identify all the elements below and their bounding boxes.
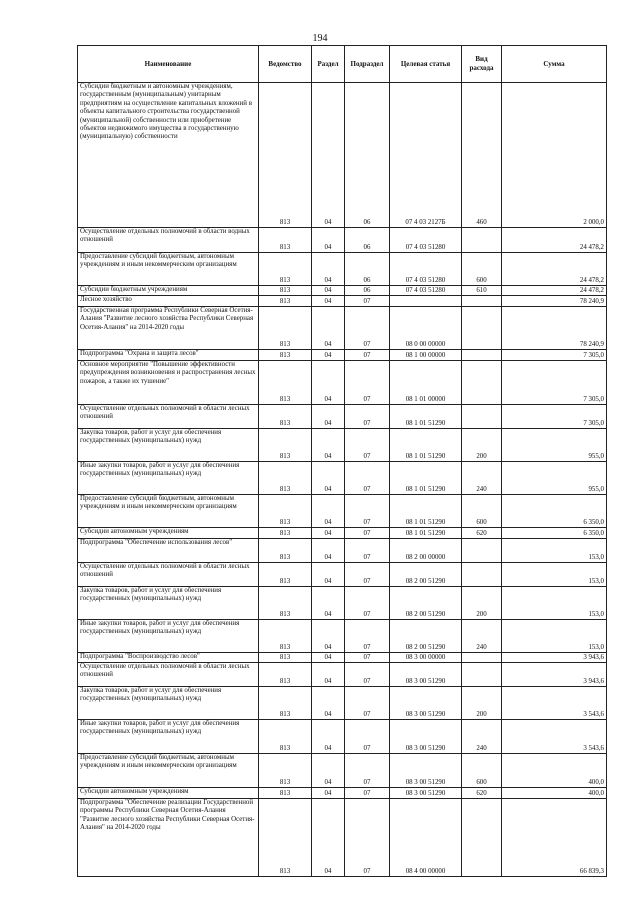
header-section: Раздел (312, 46, 345, 83)
cell-article: 08 1 00 00000 (390, 350, 462, 361)
cell-subsection: 07 (345, 620, 390, 653)
cell-section: 04 (312, 228, 345, 253)
header-article: Целевая статья (390, 46, 462, 83)
cell-sum: 6 350,0 (502, 528, 607, 539)
cell-name: Осуществление отдельных полномочий в области лесных отношений (78, 563, 259, 587)
cell-subsection: 07 (345, 587, 390, 620)
cell-article: 07 4 03 51280 (390, 286, 462, 296)
cell-sum: 6 350,0 (502, 495, 607, 528)
cell-sum: 153,0 (502, 620, 607, 653)
cell-subsection: 07 (345, 405, 390, 429)
cell-dept: 813 (259, 799, 312, 877)
cell-dept: 813 (259, 286, 312, 296)
cell-sum: 7 305,0 (502, 350, 607, 361)
cell-article: 08 1 01 51290 (390, 462, 462, 495)
table-row (78, 587, 607, 620)
cell-section: 04 (312, 653, 345, 663)
cell-section: 04 (312, 286, 345, 296)
cell-exptype: 200 (462, 687, 502, 720)
cell-exptype (462, 228, 502, 253)
cell-dept: 813 (259, 361, 312, 405)
cell-name: Иные закупки товаров, работ и услуг для обеспечения государственных (муниципальных) нужд (78, 462, 259, 495)
cell-article: 08 3 00 51290 (390, 754, 462, 788)
cell-article: 08 1 01 51290 (390, 528, 462, 539)
cell-exptype: 240 (462, 720, 502, 754)
cell-exptype: 240 (462, 462, 502, 495)
cell-section: 04 (312, 361, 345, 405)
table-row (78, 462, 607, 495)
cell-subsection: 07 (345, 429, 390, 462)
cell-name: Осуществление отдельных полномочий в области лесных отношений (78, 405, 259, 429)
cell-subsection: 06 (345, 286, 390, 296)
cell-sum: 955,0 (502, 462, 607, 495)
cell-section: 04 (312, 495, 345, 528)
cell-section: 04 (312, 587, 345, 620)
cell-article: 07 4 03 51280 (390, 228, 462, 253)
cell-subsection: 06 (345, 83, 390, 228)
cell-dept: 813 (259, 83, 312, 228)
cell-name: Основное мероприятие "Повышение эффективности предупреждения возникновения и распространения лесных пожаров, а также их тушение" (78, 361, 259, 405)
table-row (78, 720, 607, 754)
cell-section: 04 (312, 528, 345, 539)
cell-section: 04 (312, 754, 345, 788)
cell-name: Предоставление субсидий бюджетным, автономным учреждениям и иным некоммерческим организациям (78, 495, 259, 528)
cell-section: 04 (312, 788, 345, 799)
budget-table (77, 45, 607, 877)
cell-exptype: 620 (462, 528, 502, 539)
cell-section: 04 (312, 350, 345, 361)
cell-exptype: 240 (462, 620, 502, 653)
cell-dept: 813 (259, 228, 312, 253)
cell-dept: 813 (259, 754, 312, 788)
cell-exptype: 600 (462, 754, 502, 788)
cell-subsection: 07 (345, 720, 390, 754)
cell-section: 04 (312, 620, 345, 653)
cell-section: 04 (312, 296, 345, 307)
cell-article: 08 1 01 51290 (390, 429, 462, 462)
cell-subsection: 07 (345, 462, 390, 495)
cell-name: Подпрограмма "Обеспечение использования лесов" (78, 539, 259, 563)
cell-exptype (462, 663, 502, 687)
cell-exptype (462, 350, 502, 361)
header-dept: Ведомство (259, 46, 312, 83)
cell-sum: 66 839,3 (502, 799, 607, 877)
header-exptype: Вид расхода (462, 46, 502, 83)
page-number: 194 (312, 33, 328, 44)
cell-subsection: 07 (345, 495, 390, 528)
header-name: Наименование (78, 46, 259, 83)
cell-name: Субсидии бюджетным и автономным учреждениям, государственным (муниципальным) унитарным предприятиям на осуществление капитальных вложений в объекты капитального строительства государственной (муниципальной) собственности или приобретение объектов недвижимого имущества в государственную (муниципальную) собственности (78, 83, 259, 228)
cell-name: Подпрограмма "Охрана и защита лесов" (78, 350, 259, 361)
cell-sum: 400,0 (502, 788, 607, 799)
cell-dept: 813 (259, 539, 312, 563)
cell-name: Иные закупки товаров, работ и услуг для обеспечения государственных (муниципальных) нужд (78, 620, 259, 653)
cell-dept: 813 (259, 429, 312, 462)
cell-name: Иные закупки товаров, работ и услуг для обеспечения государственных (муниципальных) нужд (78, 720, 259, 754)
cell-section: 04 (312, 687, 345, 720)
cell-sum: 78 240,9 (502, 307, 607, 350)
table-row (78, 539, 607, 563)
cell-section: 04 (312, 307, 345, 350)
cell-exptype: 460 (462, 83, 502, 228)
table-row (78, 663, 607, 687)
cell-sum: 24 478,2 (502, 228, 607, 253)
cell-sum: 3 543,6 (502, 720, 607, 754)
cell-section: 04 (312, 539, 345, 563)
table-row (78, 754, 607, 788)
cell-article: 07 4 03 2127Б (390, 83, 462, 228)
cell-section: 04 (312, 799, 345, 877)
header-sum: Сумма (502, 46, 607, 83)
cell-exptype: 200 (462, 587, 502, 620)
cell-section: 04 (312, 563, 345, 587)
cell-name: Субсидии бюджетным учреждениям (78, 286, 259, 296)
table-row (78, 799, 607, 877)
cell-exptype (462, 296, 502, 307)
cell-name: Субсидии автономным учреждениям (78, 528, 259, 539)
cell-name: Подпрограмма "Воспроизводство лесов" (78, 653, 259, 663)
cell-dept: 813 (259, 405, 312, 429)
table-row (78, 296, 607, 307)
table-row (78, 405, 607, 429)
cell-subsection: 07 (345, 653, 390, 663)
cell-article: 08 0 00 00000 (390, 307, 462, 350)
cell-dept: 813 (259, 663, 312, 687)
cell-sum: 78 240,9 (502, 296, 607, 307)
cell-exptype: 200 (462, 429, 502, 462)
table-row (78, 253, 607, 286)
table-header-row (78, 46, 607, 83)
cell-subsection: 06 (345, 228, 390, 253)
cell-exptype (462, 405, 502, 429)
cell-subsection: 07 (345, 528, 390, 539)
cell-section: 04 (312, 253, 345, 286)
cell-exptype (462, 653, 502, 663)
cell-name: Осуществление отдельных полномочий в области водных отношений (78, 228, 259, 253)
cell-sum: 955,0 (502, 429, 607, 462)
cell-exptype (462, 563, 502, 587)
cell-name: Предоставление субсидий бюджетным, автономным учреждениям и иным некоммерческим организациям (78, 754, 259, 788)
table-row (78, 788, 607, 799)
table-row (78, 653, 607, 663)
cell-exptype: 610 (462, 286, 502, 296)
cell-exptype (462, 361, 502, 405)
cell-sum: 3 943,6 (502, 653, 607, 663)
cell-subsection: 07 (345, 563, 390, 587)
cell-sum: 153,0 (502, 587, 607, 620)
cell-dept: 813 (259, 528, 312, 539)
cell-article: 08 2 00 51290 (390, 620, 462, 653)
cell-subsection: 06 (345, 253, 390, 286)
cell-sum: 24 478,2 (502, 253, 607, 286)
cell-dept: 813 (259, 587, 312, 620)
cell-article: 08 3 00 51290 (390, 687, 462, 720)
cell-section: 04 (312, 83, 345, 228)
cell-sum: 2 000,0 (502, 83, 607, 228)
cell-sum: 7 305,0 (502, 405, 607, 429)
cell-exptype (462, 539, 502, 563)
header-subsection: Подраздел (345, 46, 390, 83)
table-row (78, 286, 607, 296)
cell-article: 08 3 00 51290 (390, 788, 462, 799)
table-row (78, 563, 607, 587)
table-row (78, 350, 607, 361)
table-row (78, 429, 607, 462)
cell-sum: 24 478,2 (502, 286, 607, 296)
cell-name: Закупка товаров, работ и услуг для обеспечения государственных (муниципальных) нужд (78, 587, 259, 620)
cell-name: Предоставление субсидий бюджетным, автономным учреждениям и иным некоммерческим организациям (78, 253, 259, 286)
cell-article: 08 1 01 00000 (390, 361, 462, 405)
cell-article: 08 3 00 51290 (390, 720, 462, 754)
table-row (78, 528, 607, 539)
table-row (78, 495, 607, 528)
cell-article: 08 4 00 00000 (390, 799, 462, 877)
cell-dept: 813 (259, 720, 312, 754)
table-row (78, 83, 607, 228)
table-row (78, 307, 607, 350)
cell-subsection: 07 (345, 788, 390, 799)
cell-name: Субсидии автономным учреждениям (78, 788, 259, 799)
cell-section: 04 (312, 720, 345, 754)
cell-article: 07 4 03 51280 (390, 253, 462, 286)
table-row (78, 228, 607, 253)
cell-article: 08 3 00 51290 (390, 663, 462, 687)
cell-dept: 813 (259, 653, 312, 663)
cell-sum: 153,0 (502, 539, 607, 563)
cell-name: Государственная программа Республики Северная Осетия-Алания "Развитие лесного хозяйства Республики Северная Осетия-Алания" на 2014-2020 годы (78, 307, 259, 350)
cell-name: Закупка товаров, работ и услуг для обеспечения государственных (муниципальных) нужд (78, 429, 259, 462)
cell-article: 08 1 01 51290 (390, 495, 462, 528)
cell-dept: 813 (259, 687, 312, 720)
cell-subsection: 07 (345, 350, 390, 361)
cell-exptype: 600 (462, 253, 502, 286)
table-row (78, 361, 607, 405)
cell-subsection: 07 (345, 754, 390, 788)
cell-sum: 400,0 (502, 754, 607, 788)
cell-section: 04 (312, 429, 345, 462)
cell-name: Закупка товаров, работ и услуг для обеспечения государственных (муниципальных) нужд (78, 687, 259, 720)
cell-article: 08 3 00 00000 (390, 653, 462, 663)
cell-subsection: 07 (345, 539, 390, 563)
cell-sum: 3 543,6 (502, 687, 607, 720)
cell-subsection: 07 (345, 663, 390, 687)
table-row (78, 620, 607, 653)
cell-article: 08 1 01 51290 (390, 405, 462, 429)
cell-exptype: 620 (462, 788, 502, 799)
cell-subsection: 07 (345, 307, 390, 350)
cell-dept: 813 (259, 307, 312, 350)
cell-exptype (462, 307, 502, 350)
cell-sum: 153,0 (502, 563, 607, 587)
cell-name: Лесное хозяйство (78, 296, 259, 307)
cell-dept: 813 (259, 495, 312, 528)
table-body (78, 83, 607, 877)
table-row (78, 687, 607, 720)
cell-subsection: 07 (345, 361, 390, 405)
cell-article: 08 2 00 00000 (390, 539, 462, 563)
cell-dept: 813 (259, 620, 312, 653)
cell-section: 04 (312, 663, 345, 687)
cell-exptype (462, 799, 502, 877)
cell-name: Осуществление отдельных полномочий в области лесных отношений (78, 663, 259, 687)
cell-dept: 813 (259, 253, 312, 286)
cell-subsection: 07 (345, 799, 390, 877)
cell-name: Подпрограмма "Обеспечение реализации Государственной программы Республики Северная Осетия-Алания "Развитие лесного хозяйства Республики Северная Осетия-Алания" на 2014-2020 годы (78, 799, 259, 877)
cell-dept: 813 (259, 563, 312, 587)
cell-exptype: 600 (462, 495, 502, 528)
cell-subsection: 07 (345, 687, 390, 720)
cell-section: 04 (312, 405, 345, 429)
cell-subsection: 07 (345, 296, 390, 307)
cell-dept: 813 (259, 350, 312, 361)
cell-sum: 3 943,6 (502, 663, 607, 687)
cell-dept: 813 (259, 788, 312, 799)
cell-dept: 813 (259, 296, 312, 307)
cell-article: 08 2 00 51290 (390, 587, 462, 620)
cell-sum: 7 305,0 (502, 361, 607, 405)
cell-article (390, 296, 462, 307)
cell-section: 04 (312, 462, 345, 495)
cell-article: 08 2 00 51290 (390, 563, 462, 587)
cell-dept: 813 (259, 462, 312, 495)
